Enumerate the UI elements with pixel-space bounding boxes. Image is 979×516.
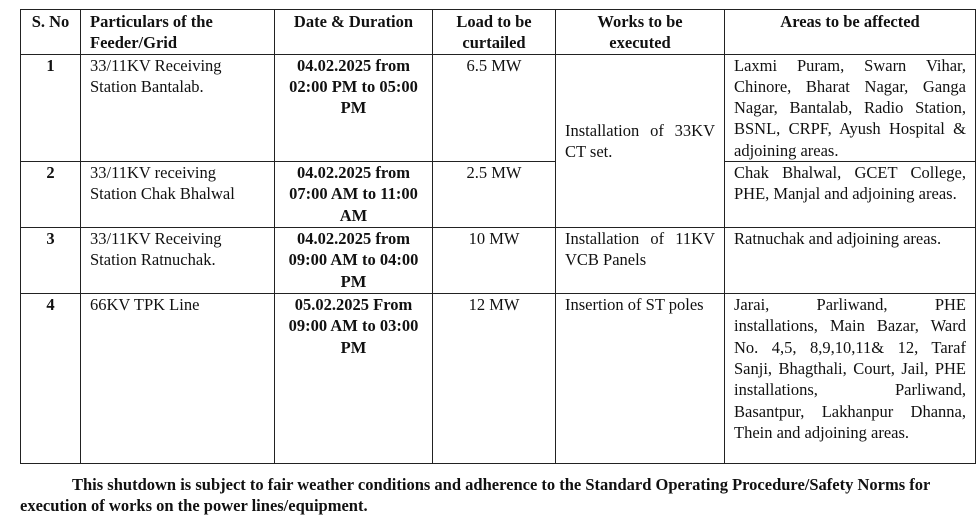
sno: 1 xyxy=(21,54,81,161)
table-header-row xyxy=(21,10,976,55)
works: Installation of 33KV CT set. xyxy=(556,54,725,227)
date: 05.02.2025 From 09:00 AM to 03:00 PM xyxy=(275,294,433,464)
load: 10 MW xyxy=(433,228,556,294)
feeder: 33/11KV Receiving Station Bantalab. xyxy=(81,54,275,161)
feeder: 66KV TPK Line xyxy=(81,294,275,464)
table-row xyxy=(21,162,976,228)
areas: Ratnuchak and adjoining areas. xyxy=(725,228,976,294)
load: 2.5 MW xyxy=(433,162,556,228)
date: 04.02.2025 from 07:00 AM to 11:00 AM xyxy=(275,162,433,228)
table-row xyxy=(21,294,976,464)
feeder: 33/11KV receiving Station Chak Bhalwal xyxy=(81,162,275,228)
sno: 3 xyxy=(21,228,81,294)
header-sno: S. No xyxy=(21,10,81,55)
load: 6.5 MW xyxy=(433,54,556,161)
works: Insertion of ST poles xyxy=(556,294,725,464)
header-feeder: Particulars of the Feeder/Grid xyxy=(81,10,275,55)
feeder: 33/11KV Receiving Station Ratnuchak. xyxy=(81,228,275,294)
shutdown-schedule-table xyxy=(20,9,976,464)
areas: Jarai, Parliwand, PHE installations, Main Bazar, Ward No. 4,5, 8,9,10,11& 12, Taraf Sanji, Bhagthali, Court, Jail, PHE installations, Parliwand, Basantpur, Lakhanpur Dhanna, Thein and adjoining areas. xyxy=(725,294,976,464)
header-works: Works to be executed xyxy=(556,10,725,55)
header-areas: Areas to be affected xyxy=(725,10,976,55)
sno: 4 xyxy=(21,294,81,464)
table-row xyxy=(21,54,976,161)
table-row xyxy=(21,228,976,294)
shutdown-note: This shutdown is subject to fair weather conditions and adherence to the Standard Operating Procedure/Safety Norms for execution of works on the power lines/equipment. xyxy=(20,475,931,515)
areas: Chak Bhalwal, GCET College, PHE, Manjal and adjoining areas. xyxy=(725,162,976,228)
date: 04.02.2025 from 09:00 AM to 04:00 PM xyxy=(275,228,433,294)
load: 12 MW xyxy=(433,294,556,464)
header-date: Date & Duration xyxy=(275,10,433,55)
header-load: Load to be curtailed xyxy=(433,10,556,55)
areas: Laxmi Puram, Swarn Vihar, Chinore, Bharat Nagar, Ganga Nagar, Bantalab, Radio Station, BSNL, CRPF, Ayush Hospital & adjoining areas. xyxy=(725,54,976,161)
date: 04.02.2025 from 02:00 PM to 05:00 PM xyxy=(275,54,433,161)
sno: 2 xyxy=(21,162,81,228)
works: Installation of 11KV VCB Panels xyxy=(556,228,725,294)
